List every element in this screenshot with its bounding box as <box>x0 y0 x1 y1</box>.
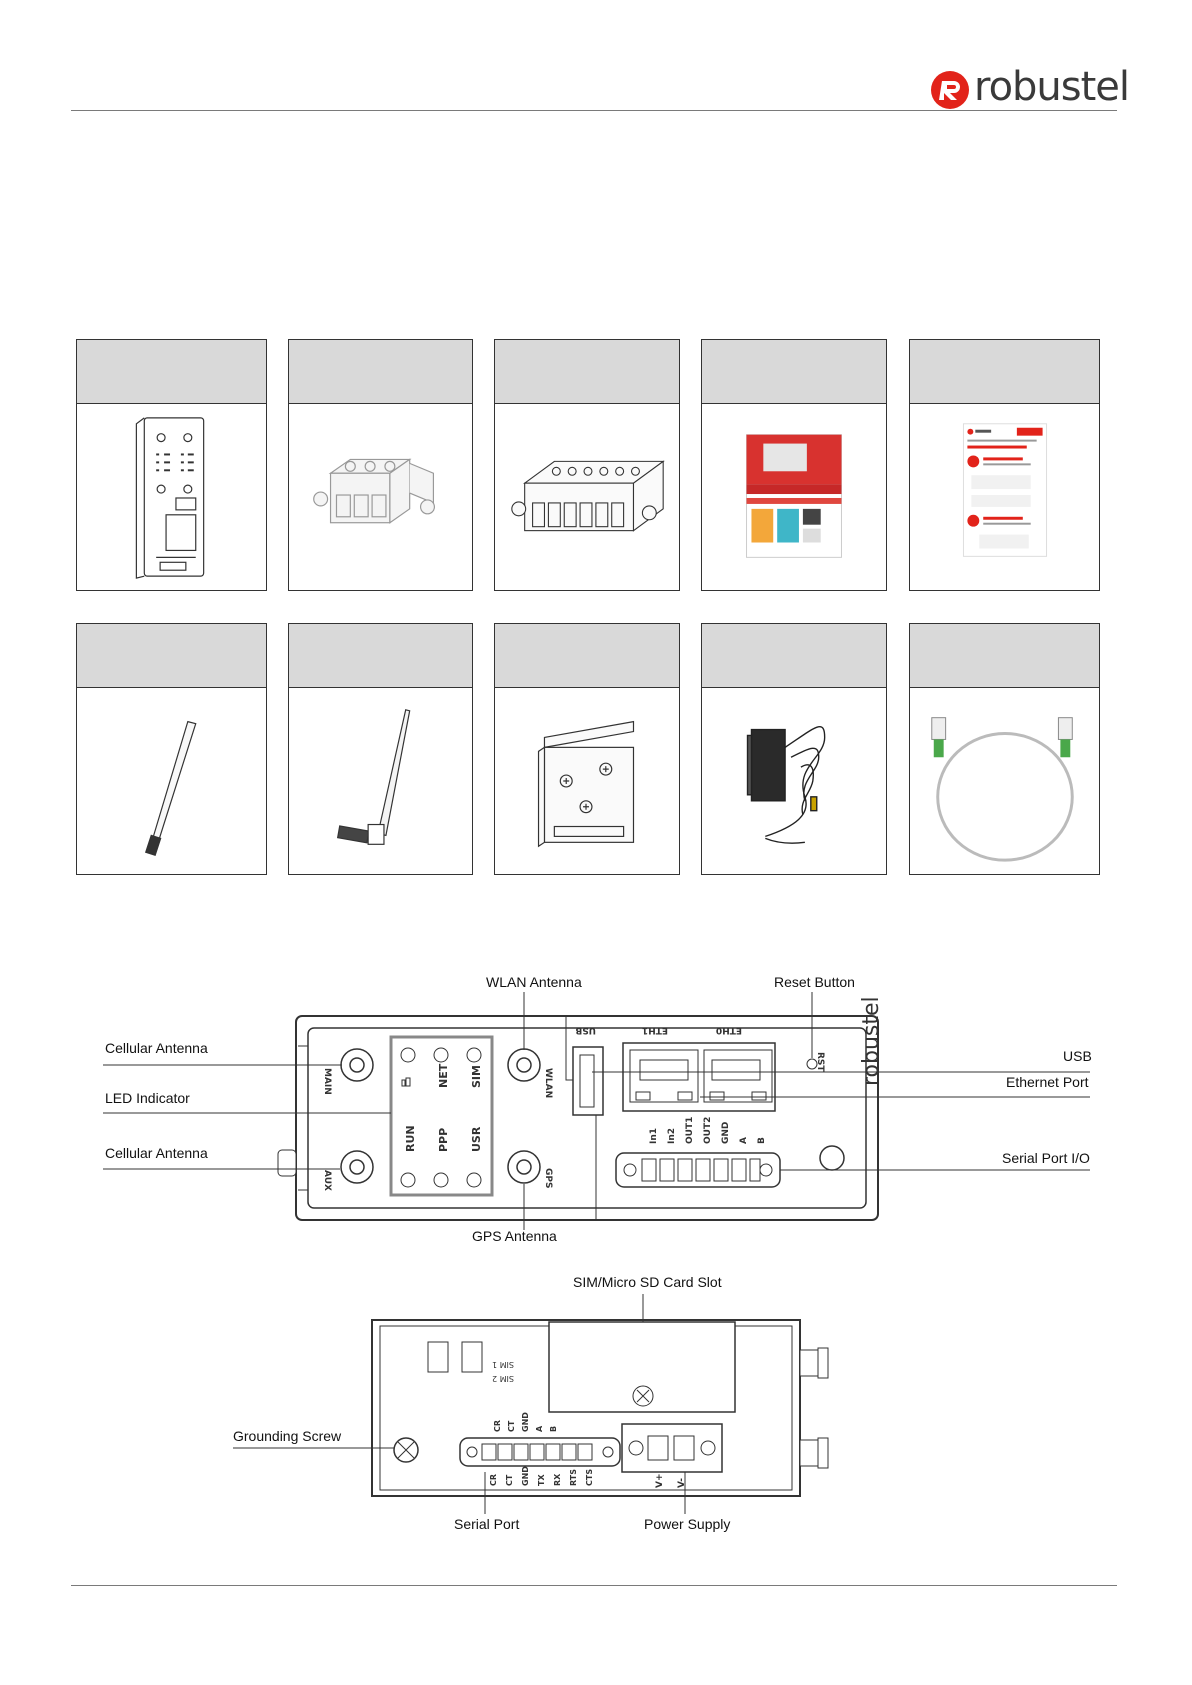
brochure-image <box>702 404 886 590</box>
accessory-card-header <box>702 340 886 404</box>
serial-top-gnd: GND <box>521 1412 530 1432</box>
led-label-net: NET <box>437 1063 450 1088</box>
callout-ethernet-port: Ethernet Port <box>1006 1074 1089 1090</box>
quick-start-guide-image <box>910 404 1099 590</box>
callout-wlan-antenna: WLAN Antenna <box>486 974 582 990</box>
serial-top-cr: CR <box>493 1419 502 1432</box>
label-rst: RST <box>815 1052 825 1072</box>
label-gps: GPS <box>543 1168 553 1189</box>
io-label-b: B <box>757 1137 767 1144</box>
io-label-in1: In1 <box>649 1127 659 1144</box>
io-label-gnd: GND <box>721 1121 731 1144</box>
io-label-in2: In2 <box>667 1127 677 1144</box>
accessory-card-header <box>495 624 679 688</box>
power-label-vminus: V- <box>677 1477 687 1488</box>
brand-logo <box>930 64 1130 112</box>
accessory-card-header <box>77 340 266 404</box>
accessory-card-stubby-antenna <box>76 623 267 875</box>
callout-sim-slot: SIM/Micro SD Card Slot <box>573 1274 722 1290</box>
accessory-card-brochure <box>701 339 887 591</box>
whip-antenna-image <box>289 688 472 874</box>
label-sim2: SIM 2 <box>492 1374 514 1383</box>
accessory-card-header <box>495 340 679 404</box>
label-wlan: WLAN <box>543 1068 553 1099</box>
serial-bottom-rx: RX <box>553 1473 562 1486</box>
accessory-card-terminal-block-3pin <box>288 339 473 591</box>
io-label-out2: OUT2 <box>703 1116 713 1144</box>
accessory-card-header <box>910 340 1099 404</box>
label-usb: USB <box>575 1025 596 1035</box>
din-rail-bracket-image <box>495 688 679 874</box>
power-label-vplus: V+ <box>655 1473 665 1488</box>
accessory-card-header <box>702 624 886 688</box>
serial-bottom-cr: CR <box>489 1473 498 1486</box>
router-image <box>77 404 266 590</box>
label-main: MAIN <box>322 1068 332 1095</box>
label-sim1: SIM 1 <box>492 1360 514 1369</box>
led-label-ppp: PPP <box>437 1127 450 1152</box>
accessory-card-whip-antenna <box>288 623 473 875</box>
stubby-antenna-image <box>77 688 266 874</box>
side-panel-diagram <box>0 1274 1192 1542</box>
serial-top-ct: CT <box>507 1420 516 1432</box>
callout-led-indicator: LED Indicator <box>105 1090 190 1106</box>
label-eth0: ETH0 <box>715 1025 742 1035</box>
accessory-card-power-adapter <box>701 623 887 875</box>
accessory-card-header <box>910 624 1099 688</box>
io-label-out1: OUT1 <box>685 1116 695 1144</box>
io-label-a: A <box>739 1137 749 1144</box>
callout-grounding-screw: Grounding Screw <box>233 1428 342 1444</box>
callout-cellular-antenna-aux: Cellular Antenna <box>105 1145 208 1161</box>
label-eth1: ETH1 <box>641 1025 668 1035</box>
callout-power-supply: Power Supply <box>644 1516 731 1532</box>
accessory-card-terminal-block-7pin <box>494 339 680 591</box>
led-label-sim: SIM <box>470 1065 483 1088</box>
serial-top-b: B <box>549 1425 558 1432</box>
front-panel-diagram <box>0 960 1192 1260</box>
power-adapter-image <box>702 688 886 874</box>
serial-bottom-cts: CTS <box>585 1468 594 1486</box>
callout-serial-port-io: Serial Port I/O <box>1002 1150 1090 1166</box>
serial-top-a: A <box>535 1425 544 1432</box>
terminal-block-3pin-image <box>289 404 472 590</box>
serial-bottom-rts: RTS <box>569 1468 578 1486</box>
accessory-card-quick-start-guide <box>909 339 1100 591</box>
serial-bottom-tx: TX <box>537 1474 546 1486</box>
callout-cellular-antenna-main: Cellular Antenna <box>105 1040 208 1056</box>
label-aux: AUX <box>322 1170 332 1191</box>
accessory-card-ethernet-cable <box>909 623 1100 875</box>
ethernet-cable-image <box>910 688 1099 874</box>
serial-bottom-gnd: GND <box>521 1466 530 1486</box>
accessory-card-header <box>289 340 472 404</box>
brand-name: robustel <box>974 64 1130 110</box>
serial-bottom-ct: CT <box>505 1474 514 1486</box>
accessory-card-din-rail-bracket <box>494 623 680 875</box>
accessory-card-router <box>76 339 267 591</box>
led-label-run: RUN <box>404 1125 417 1152</box>
device-brand: robustel <box>859 996 884 1086</box>
callout-usb: USB <box>1063 1048 1092 1064</box>
callout-serial-port: Serial Port <box>454 1516 520 1532</box>
terminal-block-7pin-image <box>495 404 679 590</box>
callout-reset-button: Reset Button <box>774 974 855 990</box>
accessory-card-header <box>289 624 472 688</box>
footer-rule <box>71 1585 1117 1586</box>
led-label-usr: USR <box>470 1126 483 1152</box>
callout-gps-antenna: GPS Antenna <box>472 1228 557 1244</box>
accessory-card-header <box>77 624 266 688</box>
brand-logo-icon <box>930 70 970 110</box>
header-rule <box>71 110 1117 111</box>
